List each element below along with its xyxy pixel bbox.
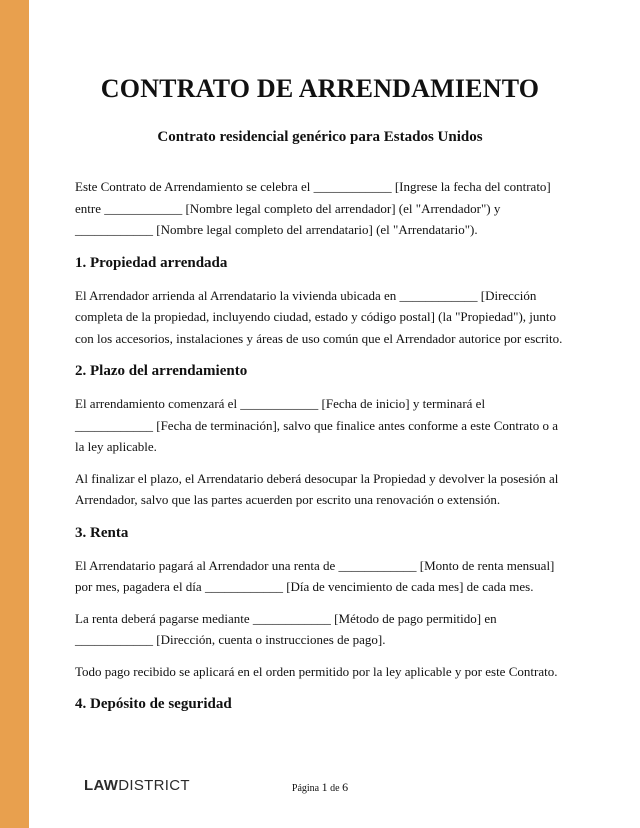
- page-of: de: [330, 783, 340, 794]
- section-heading-propiedad: 1. Propiedad arrendada: [75, 254, 228, 271]
- document-body: [75, 176, 565, 726]
- section-paragraph: El Arrendador arrienda al Arrendatario la vivienda ubicada en ____________ [Dirección completa de la propiedad, incluyendo ciudad, estado y código postal] (la "Propiedad"), junto con los accesorios, instalaciones y áreas de uso común que el Arrendador autorice por escrito.: [75, 287, 563, 346]
- section-paragraph: El arrendamiento comenzará el ____________ [Fecha de inicio] y terminará el ____________ [Fecha de terminación], salvo que finalice antes conforme a este Contrato o a la ley aplicable.: [75, 396, 559, 454]
- logo-text-district: DISTRICT: [118, 777, 190, 794]
- page-number: [0, 780, 640, 795]
- section-heading-plazo: 2. Plazo del arrendamiento: [75, 363, 248, 379]
- section-heading-deposito: 4. Depósito de seguridad: [75, 696, 232, 712]
- document-subtitle: Contrato residencial genérico para Estados Unidos: [157, 129, 483, 145]
- section-paragraph: El Arrendatario pagará al Arrendador una renta de ____________ [Monto de renta mensual] por mes, pagadera el día ____________ [Día de vencimiento de cada mes] de cada mes.: [75, 557, 555, 594]
- page-current: 1: [321, 780, 328, 794]
- page-total: 6: [342, 780, 349, 794]
- section-paragraph: Al finalizar el plazo, el Arrendatario deberá desocupar la Propiedad y devolver la posesión al Arrendador, salvo que las partes acuerden por escrito una renovación o extensión.: [75, 470, 559, 507]
- logo-text-law: LAW: [84, 777, 119, 794]
- lawdistrict-logo: [84, 777, 190, 794]
- section-heading-renta: 3. Renta: [75, 524, 129, 541]
- intro-paragraph: Este Contrato de Arrendamiento se celebra el ____________ [Ingrese la fecha del contrato] entre ____________ [Nombre legal completo del arrendador] (el "Arrendador") y ____________ [Nombre legal completo del arrendatario] (el "Arrendatario").: [75, 179, 551, 237]
- document-title: CONTRATO DE ARRENDAMIENTO: [100, 74, 540, 103]
- decorative-side-bar: [0, 0, 29, 828]
- section-paragraph: La renta deberá pagarse mediante ____________ [Método de pago permitido] en ____________ [Dirección, cuenta o instrucciones de pago].: [75, 610, 497, 647]
- page-label: Página: [291, 783, 320, 794]
- section-paragraph: Todo pago recibido se aplicará en el orden permitido por la ley aplicable y por este Contrato.: [75, 663, 558, 679]
